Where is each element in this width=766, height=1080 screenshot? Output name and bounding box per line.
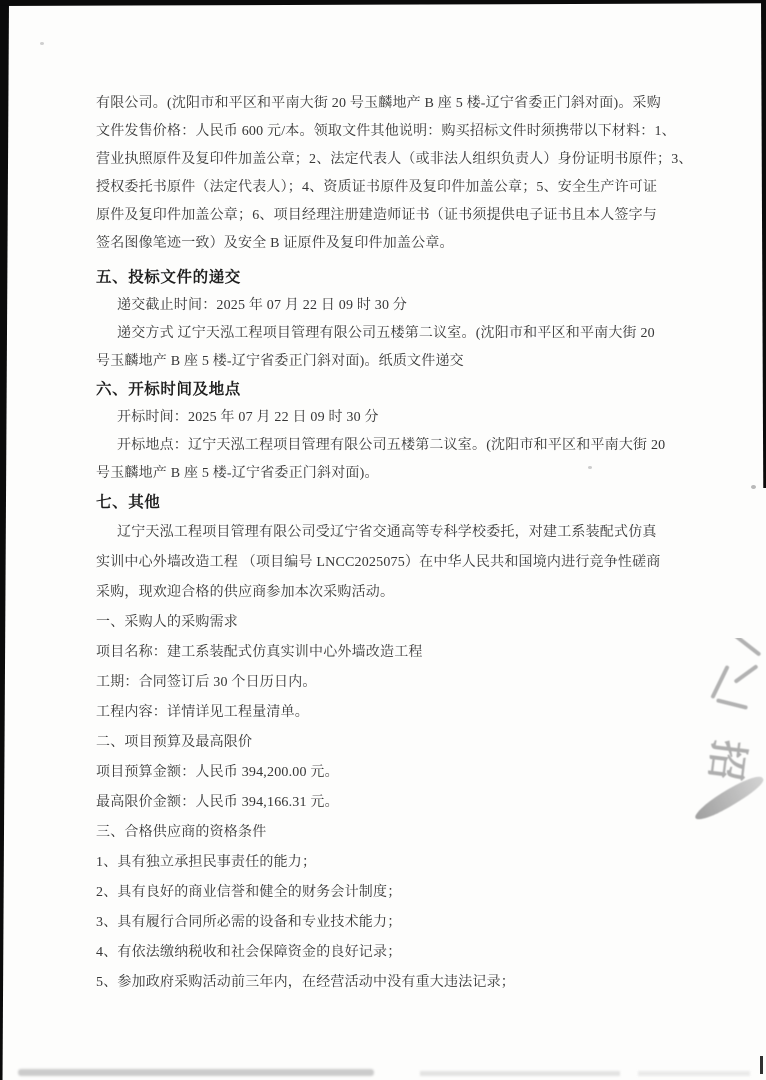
heading-section-5-submission: 五、投标文件的递交	[96, 269, 241, 286]
scan-border-left	[0, 0, 9, 1080]
doc-line: 有限公司。(沈阳市和平区和平南大街 20 号玉麟地产 B 座 5 楼-辽宁省委正门斜对面)。采购	[96, 96, 661, 111]
subheading-qualifications: 三、合格供应商的资格条件	[96, 825, 267, 840]
qualification-item: 5、参加政府采购活动前三年内，在经营活动中没有重大违法记录；	[96, 975, 515, 990]
scan-border-right	[761, 0, 766, 488]
opening-location-line: 开标地点：辽宁天泓工程项目管理有限公司五楼第二议室。(沈阳市和平区和平南大街 20	[117, 438, 666, 453]
doc-line: 号玉麟地产 B 座 5 楼-辽宁省委正门斜对面)。纸质文件递交	[96, 354, 464, 369]
max-price-line: 最高限价金额：人民币 394,166.31 元。	[96, 795, 339, 810]
duration-line: 工期：合同签订后 30 个日历日内。	[96, 675, 317, 690]
doc-line: 采购，现欢迎合格的供应商参加本次采购活动。	[96, 585, 395, 600]
opening-time-line: 开标时间：2025 年 07 月 22 日 09 时 30 分	[117, 410, 379, 425]
qualification-item: 4、有依法缴纳税收和社会保障资金的良好记录；	[96, 945, 402, 960]
work-content-line: 工程内容：详情详见工程量清单。	[96, 705, 309, 720]
stamp-stroke	[731, 638, 762, 657]
project-name-line: 项目名称：建工系装配式仿真实训中心外墙改造工程	[96, 645, 423, 660]
heading-section-6-opening: 六、开标时间及地点	[96, 381, 241, 398]
stamp-character: 招	[702, 737, 752, 783]
doc-line: 号玉麟地产 B 座 5 楼-辽宁省委正门斜对面)。	[96, 466, 379, 481]
scan-mark-bottom-right	[760, 1056, 763, 1074]
scan-speck	[40, 42, 44, 45]
budget-amount-line: 项目预算金额：人民币 394,200.00 元。	[96, 765, 339, 780]
doc-line: 营业执照原件及复印件加盖公章；2、法定代表人（或非法人组织负责人）身份证明书原件；3、	[96, 152, 693, 167]
document-body	[96, 90, 726, 998]
doc-line: 文件发售价格：人民币 600 元/本。领取文件其他说明：购买招标文件时须携带以下材料：1、	[96, 124, 676, 139]
stamp-stroke	[733, 664, 758, 684]
heading-section-7-other: 七、其他	[96, 494, 161, 511]
subheading-purchaser-needs: 一、采购人的采购需求	[96, 615, 238, 630]
scan-smudge-bottom	[638, 1071, 750, 1076]
scan-smudge-bottom	[18, 1069, 374, 1076]
scan-border-top	[0, 0, 766, 6]
doc-line: 签名图像笔迹一致）及安全 B 证原件及复印件加盖公章。	[96, 236, 454, 251]
qualification-item: 2、具有良好的商业信誉和健全的财务会计制度；	[96, 885, 402, 900]
scan-speck	[751, 485, 756, 489]
doc-line: 实训中心外墙改造工程 （项目编号 LNCC2025075）在中华人民共和国境内进行竞争性磋商	[96, 555, 661, 570]
submission-deadline-line: 递交截止时间：2025 年 07 月 22 日 09 时 30 分	[117, 298, 408, 313]
doc-line: 授权委托书原件（法定代表人）；4、资质证书原件及复印件加盖公章；5、安全生产许可证	[96, 180, 658, 195]
doc-line: 辽宁天泓工程项目管理有限公司受辽宁省交通高等专科学校委托，对建工系装配式仿真	[117, 525, 657, 540]
scan-smudge-bottom	[420, 1071, 620, 1076]
qualification-item: 3、具有履行合同所必需的设备和专业技术能力；	[96, 915, 402, 930]
submission-method-line: 递交方式 辽宁天泓工程项目管理有限公司五楼第二议室。(沈阳市和平区和平南大街 20	[117, 326, 655, 341]
subheading-budget: 二、项目预算及最高限价	[96, 735, 253, 750]
qualification-item: 1、具有独立承担民事责任的能力；	[96, 855, 317, 870]
doc-line: 原件及复印件加盖公章；6、项目经理注册建造师证书（证书须提供电子证书且本人签字与	[96, 208, 657, 223]
